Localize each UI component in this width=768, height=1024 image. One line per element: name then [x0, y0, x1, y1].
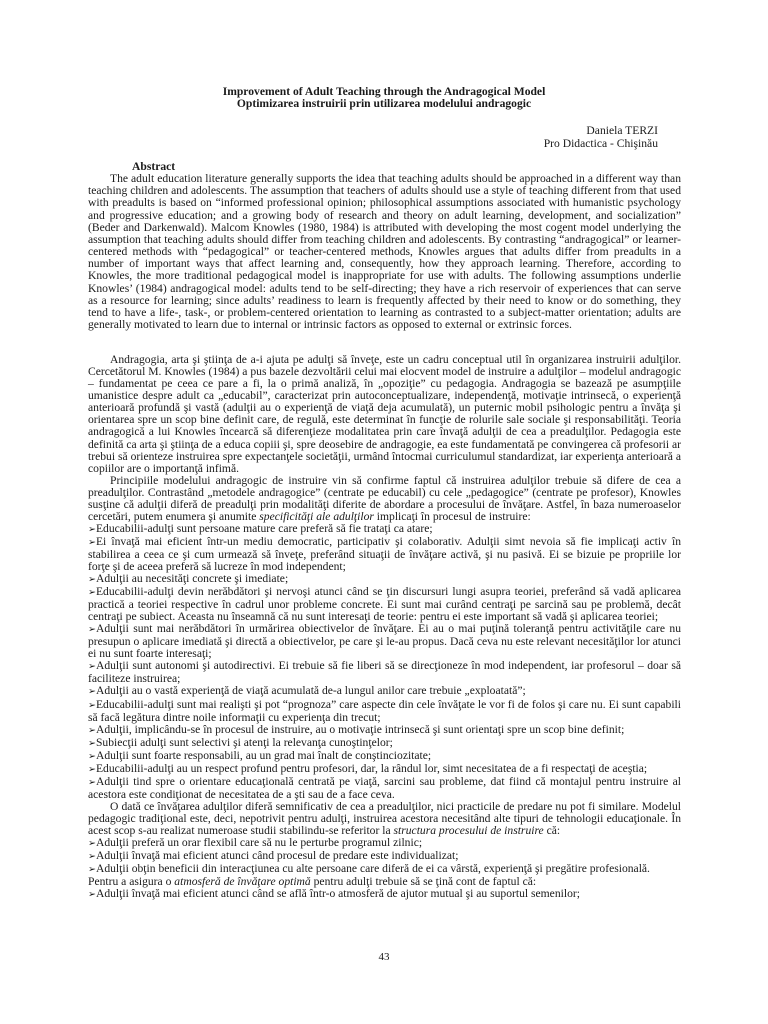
paragraph-1: Andragogia, arta şi ştiinţa de a-i ajuta pe adulţi să înveţe, este un cadru conceptual util în organizarea instruirii adulţilor. Cercetătorul M. Knowles (1984) a pus bazele dezvoltării celui mai elocvent model de instruire a adulţilor – modelul andragogic – fundamentat pe ceea ce pare a fi, la o primă analiză, în „opoziţie” cu pedagogia. Andragogia se bazează pe asumpţiile umanistice despre adult ca „educabil”, caracterizat prin autoconceptualizare, independenţă, motivaţie intrinsecă, o experienţă anterioară profundă şi vastă (adulţii au o experienţă de viaţă deja acumulată), un puternic mobil psihologic pentru a învăţa şi orientarea spre un scop bine definit care, de regulă, este determinat în funcţie de rolurile sale sociale şi responsabilităţi. Teoria andragogică a lui Knowles încearcă să diferenţieze modalitatea prin care învaţă adulţii de cea a preadulţilor. Pedagogia este definită ca arta şi ştiinţa de a educa copiii şi, spre deosebire de andragogie, ea este fundamentată pe convingerea că profesorii ar trebui să orienteze instruirea spre expectanţele societăţii, urmând întocmai curriculumul standardizat, iar experienţa anterioară a copiilor are o importanţă infimă.: [88, 353, 681, 475]
instruction-structure-list: [88, 837, 681, 876]
arrow-bullet-icon: ➢: [88, 889, 96, 901]
list-item: [88, 660, 681, 685]
author-affiliation: Pro Didactica - Chişinău: [543, 137, 658, 150]
arrow-bullet-icon: ➢: [88, 724, 96, 736]
main-text: [88, 354, 681, 901]
adult-traits-list: [88, 523, 681, 801]
arrow-bullet-icon: ➢: [88, 750, 96, 762]
list-item-text: Adulţii, implicându-se în procesul de instruire, au o motivaţie intrinsecă şi sunt orientaţi spre un scop bine definit;: [95, 722, 625, 736]
list-item-text: Educabilii-adulţi au un respect profund pentru profesori, dar, la rândul lor, simt necesitatea de a fi respectaţi de aceştia;: [95, 761, 648, 775]
list-item: [88, 623, 681, 660]
paragraph-2-emphasis: specificităţi ale adulţilor: [259, 509, 374, 523]
learning-atmosphere-list: [88, 888, 681, 901]
list-item-text: Adulţii obţin beneficii din interacţiunea cu alte persoane care diferă de ei ca vârstă, experienţă şi pregătire profesională.: [95, 862, 650, 876]
list-item-text: Educabilii-adulţi sunt mai realişti şi pot “prognoza” care aspecte din cele învăţate le vor fi de folos şi care nu. Ei sunt capabili să facă legătura dintre noile informaţii cu experienţa din trecut;: [88, 697, 681, 724]
arrow-bullet-icon: ➢: [88, 587, 96, 599]
paragraph-2-text-b: implicaţi în procesul de instruire:: [373, 509, 531, 523]
abstract-section: [88, 161, 681, 331]
list-item-text: Adulţii sunt foarte responsabili, au un grad mai înalt de conştinciozitate;: [95, 748, 432, 762]
arrow-bullet-icon: ➢: [88, 523, 96, 535]
arrow-bullet-icon: ➢: [88, 864, 96, 876]
page-number: 43: [378, 951, 390, 963]
paragraph-4-emphasis: atmosferă de învăţare optimă: [174, 875, 311, 889]
list-item-text: Adulţii învaţă mai eficient atunci când procesul de predare este individualizat;: [95, 849, 459, 863]
arrow-bullet-icon: ➢: [88, 699, 96, 711]
list-item-text: Adulţii sunt mai nerăbdători în urmărirea obiectivelor de învăţare. Ei au o mai puţină toleranţă pentru activităţile care nu presupun o aplicare imediată şi directă a obiectivelor, pe care şi le-au propus. Dacă ceva nu este relevant necesităţilor lor atunci ei nu sunt foarte interesaţi;: [88, 622, 681, 661]
list-item-text: Subiecţii adulţi sunt selectivi şi atenţi la relevanţa cunoştinţelor;: [95, 735, 393, 749]
list-item-text: Educabilii-adulţi sunt persoane mature care preferă să fie trataţi ca atare;: [95, 521, 433, 535]
arrow-bullet-icon: ➢: [88, 838, 96, 850]
title-romanian: Optimizarea instruirii prin utilizarea modelului andragogic: [236, 97, 532, 111]
arrow-bullet-icon: ➢: [88, 661, 96, 673]
list-item-text: Adulţii tind spre o orientare educaţională centrată pe viaţă, sarcini sau probleme, dat fiind că montajul pentru instruire al acestora este condiţionat de necesitatea de a şti sau de a face ceva.: [88, 774, 681, 801]
list-item-text: Adulţii învaţă mai eficient atunci când se află într-o atmosferă de ajutor mutual şi au suportul semenilor;: [95, 887, 580, 901]
author-block: [544, 124, 658, 150]
list-item-text: Adulţii preferă un orar flexibil care să nu le perturbe programul zilnic;: [95, 836, 423, 850]
list-item-text: Adulţii au o vastă experienţă de viaţă acumulată de-a lungul anilor care trebuie „exploatată”;: [95, 684, 526, 698]
list-item-text: Ei învaţă mai eficient într-un mediu democratic, participativ şi colaborativ. Adulţii simt nevoia să fie implicaţi activ în stabilirea a ceea ce şi cum urmează să înveţe, preferând situaţii de învăţare activă, şi nu pasivă. Ei se bizuie pe propriile lor forţe şi de aceea preferă să lucreze în mod independent;: [88, 534, 681, 573]
title-block: [0, 86, 768, 111]
paragraph-3: [88, 801, 681, 837]
list-item: [88, 586, 681, 623]
arrow-bullet-icon: ➢: [88, 536, 96, 548]
paragraph-3-emphasis: structura procesului de instruire: [393, 823, 544, 837]
arrow-bullet-icon: ➢: [88, 776, 96, 788]
paragraph-3-text-a: O dată ce învăţarea adulţilor diferă semnificativ de cea a preadulţilor, nici practicile de predare nu pot fi similare. Modelul pedagogic tradiţional este, deci, nepotrivit pentru adulţi, instruirea acestora necesitând alte tipuri de tehnologii educaţionale. În acest scop s-au realizat numeroase studii stabilindu-se referitor la: [88, 799, 681, 837]
list-item-text: Adulţii sunt autonomi şi autodirectivi. Ei trebuie să fie liberi să se direcţioneze în mod independent, iar profesorul – doar să faciliteze instruirea;: [88, 659, 681, 686]
arrow-bullet-icon: ➢: [88, 574, 96, 586]
paragraph-3-text-b: că:: [543, 823, 561, 837]
abstract-heading: Abstract: [132, 160, 176, 173]
body-text: [88, 161, 681, 901]
paragraph-4-text-b: pentru adulţi trebuie să se ţină cont de faptul că:: [310, 875, 537, 889]
list-item: [88, 888, 681, 901]
arrow-bullet-icon: ➢: [88, 737, 96, 749]
list-item: [88, 536, 681, 573]
list-item: [88, 699, 681, 724]
arrow-bullet-icon: ➢: [88, 763, 96, 775]
list-item: [88, 776, 681, 801]
arrow-bullet-icon: ➢: [88, 624, 96, 636]
author-name: Daniela TERZI: [586, 124, 658, 137]
paragraph-4-text-a: Pentru a asigura o: [88, 875, 175, 889]
list-item-text: Adulţii au necesităţi concrete şi imediate;: [95, 572, 289, 586]
list-item-text: Educabilii-adulţi devin nerăbdători şi nervoşi atunci când se ţin discursuri lungi asupra teoriei, preferând să vadă aplicarea practică a teoriei respective în cadrul unor probleme concrete. Ei sunt mai curând centraţi pe sarcină sau pe problemă, decât centraţi pe subiect. Aceasta nu înseamnă că nu sunt interesaţi de teorie: pentru ei este important să vadă şi aplicarea teoriei;: [88, 585, 681, 624]
arrow-bullet-icon: ➢: [88, 686, 96, 698]
arrow-bullet-icon: ➢: [88, 851, 96, 863]
abstract-paragraph: The adult education literature generally supports the idea that teaching adults should be approached in a different way than teaching children and adolescents. The assumption that teachers of adults should use a style of teaching different from that used with preadults is based on “informed professional opinion; philosophical assumptions associated with humanistic psychology and progressive education; and a growing body of research and theory on adult learning, development, and socialization” (Beder and Darkenwald). Malcom Knowles (1980, 1984) is attributed with developing the most cogent model underlying the assumption that teaching adults should differ from teaching children and adolescents. By contrasting “andragogical” or learner-centered methods with “pedagogical” or teacher-centered methods, Knowles argues that adults differ from preadults in a number of important ways that affect learning and, consequently, how they approach learning. Therefore, according to Knowles, the more traditional pedagogical model is inappropriate for use with adults. The following assumptions underlie Knowles’ (1984) andragogical model: adults tend to be self-directing; they have a rich reservoir of experiences that can serve as a resource for learning; since adults’ readiness to learn is frequently affected by their need to know or do something, they tend to have a life-, task-, or problem-centered orientation to learning as contrasted to a subject-matter orientation; adults are generally motivated to learn due to internal or intrinsic factors as opposed to external or extrinsic forces.: [88, 172, 681, 332]
title-english: Improvement of Adult Teaching through the Andragogical Model: [222, 85, 546, 98]
paragraph-2-text-a: Principiile modelului andragogic de instruire vin să confirme faptul că instruirea adulţilor trebuie să difere de cea a preadulţilor. Contrastând „metodele andragogice” (centrate pe educabil) cu cele „pedagogice” (centrate pe profesor), Knowles susţine că adulţii diferă de preadulţi prin modalităţi diferite de abordare a procesului de învăţare. Astfel, în baza numeroaselor cercetări, putem enumera şi anumite: [88, 473, 681, 523]
paragraph-2: [88, 475, 681, 523]
